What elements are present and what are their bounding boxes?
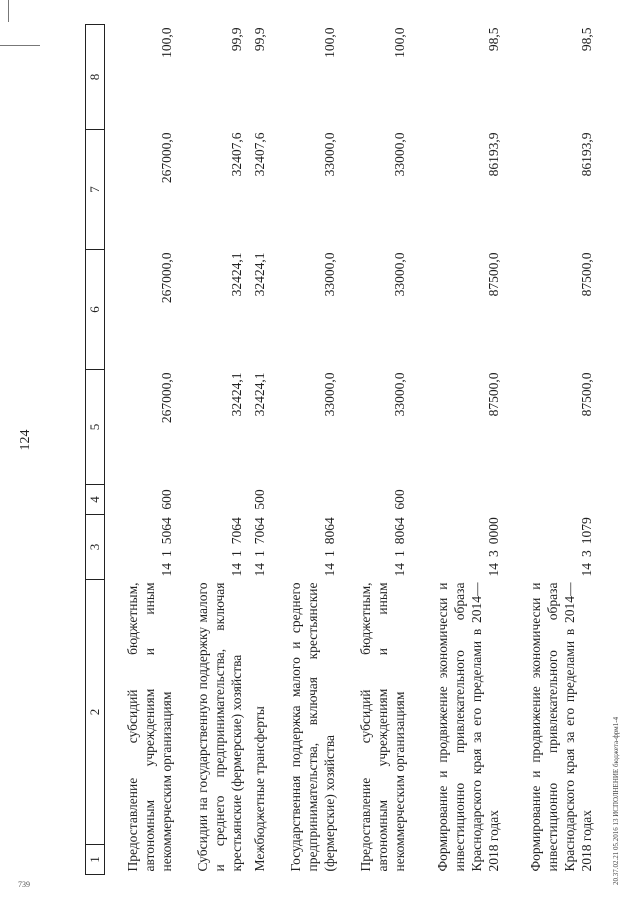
row-kvr	[175, 485, 245, 515]
footer-document-code: 20.37.02.21 05.2016 13 ИСПОЛНЕНИЕ бюджета-фрм1-4	[612, 716, 620, 885]
row-value-7: 32407,6	[229, 132, 245, 177]
row-codes	[338, 515, 408, 580]
row-value-8: 98,5	[579, 27, 594, 52]
row-value-5: 32424,1	[229, 372, 245, 417]
code-section: 14	[229, 563, 245, 577]
code-subsection: 1	[322, 550, 338, 557]
row-value-8: 98,5	[485, 27, 501, 52]
row-value-5: 87500,0	[485, 372, 501, 417]
row-value-6: 33000,0	[322, 252, 338, 297]
row-kvr: 600	[392, 489, 408, 510]
code-section: 14	[322, 563, 338, 577]
row-value-5: 33000,0	[322, 372, 338, 417]
row-codes	[245, 515, 268, 580]
header-col-4: 4	[86, 485, 105, 515]
table-row	[268, 25, 338, 875]
row-value-8: 100,0	[322, 27, 338, 58]
code-target: 5064	[159, 517, 175, 545]
row-kvr: 500	[252, 489, 268, 510]
row-value-8: 100,0	[392, 27, 408, 58]
row-value-6: 87500,0	[579, 252, 594, 297]
row-value-5: 32424,1	[252, 372, 268, 417]
header-col-3: 3	[86, 515, 105, 580]
row-codes	[408, 515, 501, 580]
budget-table	[85, 24, 595, 875]
rotated-table-container	[85, 25, 595, 875]
row-description: Формирование и продвижение экономически и инвестиционно привлекательного образа Краснодарского края за его пределами в 2014—2018 годах	[434, 582, 501, 872]
code-target: 1079	[579, 517, 594, 545]
row-description: Предоставление субсидий бюджетным, автономным учреждениям и иным некоммерческим организациям	[125, 582, 175, 872]
row-value-6: 267000,0	[159, 252, 175, 304]
code-section: 14	[485, 563, 501, 577]
code-subsection: 1	[229, 550, 245, 557]
row-value-7: 267000,0	[159, 132, 175, 184]
page-number: 124	[18, 429, 33, 451]
row-value-8: 99,9	[252, 27, 268, 52]
row-value-7: 33000,0	[392, 132, 408, 177]
row-kvr	[502, 485, 595, 515]
table-row	[502, 25, 595, 875]
row-value-6: 32424,1	[229, 252, 245, 297]
row-description: Предоставление субсидий бюджетным, автономным учреждениям и иным некоммерческим организациям	[358, 582, 408, 872]
row-codes	[175, 515, 245, 580]
code-section: 14	[392, 563, 408, 577]
row-codes	[105, 515, 176, 580]
row-value-5: 87500,0	[579, 372, 594, 417]
corner-mark: 739	[18, 880, 30, 889]
code-target: 7064	[229, 517, 245, 545]
table-row	[245, 25, 268, 875]
code-subsection: 1	[159, 550, 175, 557]
row-value-7: 32407,6	[252, 132, 268, 177]
row-value-5: 267000,0	[159, 372, 175, 424]
row-value-7: 86193,9	[579, 132, 594, 177]
table-row	[105, 25, 176, 875]
code-section: 14	[579, 563, 594, 577]
row-value-8: 99,9	[229, 27, 245, 52]
table-row	[338, 25, 408, 875]
code-subsection: 1	[392, 550, 408, 557]
row-value-7: 33000,0	[322, 132, 338, 177]
header-col-1: 1	[86, 845, 105, 875]
code-target: 8064	[392, 517, 408, 545]
header-col-6: 6	[86, 250, 105, 370]
row-kvr: 600	[159, 489, 175, 510]
row-kvr	[408, 485, 501, 515]
code-subsection: 3	[579, 550, 594, 557]
row-value-6: 87500,0	[485, 252, 501, 297]
code-section: 14	[159, 563, 175, 577]
row-description: Государственная поддержка малого и среднего предпринимательства, включая крестьянские (фермерские) хозяйства	[288, 582, 338, 872]
row-description: Субсидии на государственную поддержку малого и среднего предпринимательства, включая крестьянские (фермерские) хозяйства	[195, 582, 245, 872]
row-codes	[268, 515, 338, 580]
header-col-7: 7	[86, 130, 105, 250]
header-col-2: 2	[86, 580, 105, 845]
table-row	[175, 25, 245, 875]
row-codes	[502, 515, 595, 580]
row-value-7: 86193,9	[485, 132, 501, 177]
scan-edge-line-horizontal	[0, 45, 40, 46]
row-description: Межбюджетные трансферты	[252, 706, 268, 872]
table-header-row	[86, 25, 105, 875]
row-value-8: 100,0	[159, 27, 175, 58]
row-value-6: 33000,0	[392, 252, 408, 297]
code-target: 7064	[252, 517, 268, 545]
row-value-6: 32424,1	[252, 252, 268, 297]
code-subsection: 3	[485, 550, 501, 557]
table-row	[408, 25, 501, 875]
header-col-8: 8	[86, 25, 105, 130]
code-target: 0000	[485, 517, 501, 545]
scan-edge-line	[8, 0, 9, 22]
row-kvr	[268, 485, 338, 515]
code-section: 14	[252, 563, 268, 577]
row-description: Формирование и продвижение экономически и инвестиционно привлекательного образа Краснодарского края за его пределами в 2014—2018 годах	[528, 582, 594, 872]
header-col-5: 5	[86, 370, 105, 485]
code-subsection: 1	[252, 550, 268, 557]
code-target: 8064	[322, 517, 338, 545]
row-value-5: 33000,0	[392, 372, 408, 417]
